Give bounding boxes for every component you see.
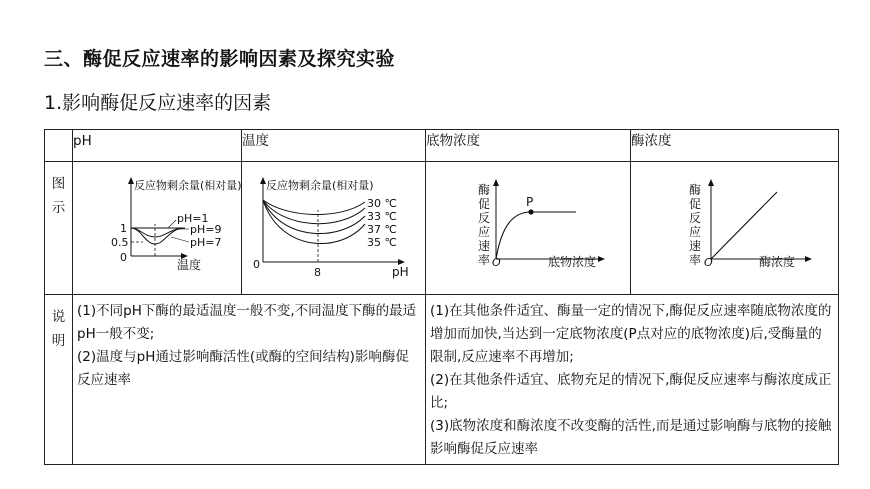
- figure-ph: [73, 162, 242, 295]
- header-blank: [45, 130, 73, 162]
- substrate-ylabel-4: 应: [478, 225, 491, 239]
- header-substrate-concentration: 底物浓度: [426, 130, 631, 162]
- temp-ylabel: 反应物剩余量(相对量): [266, 179, 374, 192]
- ph-diagram: [73, 162, 242, 284]
- header-temperature: 温度: [242, 130, 426, 162]
- explanation-right-3: (3)底物浓度和酶浓度不改变酶的活性,而是通过影响酶与底物的接触影响酶促反应速率: [430, 418, 832, 457]
- temp-origin: 0: [253, 258, 260, 271]
- table-header-row: [45, 130, 839, 162]
- explanation-right-1: (1)在其他条件适宜、酶量一定的情况下,酶促反应速率随底物浓度的增加而加快,当达到一定底物浓度(P点对应的底物浓度)后,受酶量的限制,反应速率不再增加;: [430, 303, 832, 365]
- temp-series-label-37: 37 ℃: [367, 223, 397, 236]
- figure-temperature: [242, 162, 426, 295]
- explanation-substrate-enzyme: [426, 295, 839, 465]
- substrate-ylabel-3: 反: [478, 211, 491, 225]
- explanation-ph-temperature: [73, 295, 426, 465]
- temperature-diagram: [242, 162, 426, 284]
- enzyme-ylabel-1: 酶: [689, 183, 702, 197]
- figure-row-label: 图 示: [45, 162, 73, 295]
- explanation-right-2: (2)在其他条件适宜、底物充足的情况下,酶促反应速率与酶浓度成正比;: [430, 372, 832, 411]
- ph-series-label-9: pH=9: [190, 223, 222, 236]
- enzyme-xlabel: 酶浓度: [759, 255, 796, 269]
- figure-enzyme: [631, 162, 839, 295]
- enzyme-origin: O: [704, 256, 713, 269]
- subsection-heading: 1.影响酶促反应速率的因素: [44, 92, 272, 114]
- temp-xlabel: pH: [392, 265, 409, 279]
- substrate-ylabel-6: 率: [478, 253, 491, 267]
- explanation-row: [45, 295, 839, 465]
- explanation-left-1: (1)不同pH下酶的最适温度一般不变,不同温度下酶的最适pH一般不变;: [77, 303, 417, 342]
- ph-series-label-1: pH=1: [177, 212, 209, 225]
- explanation-left-2: (2)温度与pH通过影响酶活性(或酶的空间结构)影响酶促反应速率: [77, 349, 409, 388]
- temp-series-label-35: 35 ℃: [367, 236, 397, 249]
- explanation-row-label: 说 明: [45, 295, 73, 465]
- substrate-xlabel: 底物浓度: [548, 255, 597, 269]
- substrate-origin: O: [492, 256, 501, 269]
- substrate-point-p: P: [526, 195, 534, 209]
- figure-substrate: [426, 162, 631, 295]
- enzyme-ylabel-3: 反: [689, 211, 702, 225]
- temp-series-label-33: 33 ℃: [367, 210, 397, 223]
- temp-tick-8: 8: [314, 266, 321, 279]
- factors-table: [44, 129, 839, 465]
- header-enzyme-concentration: 酶浓度: [631, 130, 839, 162]
- ph-tick-1: 1: [120, 222, 127, 235]
- ph-origin: 0: [120, 251, 127, 264]
- enzyme-ylabel-4: 应: [689, 225, 702, 239]
- enzyme-diagram: [631, 162, 839, 284]
- ph-series-label-7: pH=7: [190, 236, 222, 249]
- temp-series-label-30: 30 ℃: [367, 197, 397, 210]
- ph-xlabel: 温度: [177, 258, 202, 272]
- enzyme-ylabel-2: 促: [689, 197, 702, 211]
- substrate-ylabel-5: 速: [478, 239, 491, 253]
- substrate-ylabel-1: 酶: [478, 183, 491, 197]
- ph-ylabel: 反应物剩余量(相对量): [134, 179, 242, 192]
- header-ph: pH: [73, 130, 242, 162]
- enzyme-ylabel-5: 速: [689, 239, 702, 253]
- enzyme-ylabel-6: 率: [689, 253, 702, 267]
- figure-row: [45, 162, 839, 295]
- ph-tick-05: 0.5: [111, 236, 129, 249]
- substrate-diagram: [426, 162, 631, 284]
- section-heading: 三、酶促反应速率的影响因素及探究实验: [44, 48, 396, 70]
- substrate-ylabel-2: 促: [478, 197, 491, 211]
